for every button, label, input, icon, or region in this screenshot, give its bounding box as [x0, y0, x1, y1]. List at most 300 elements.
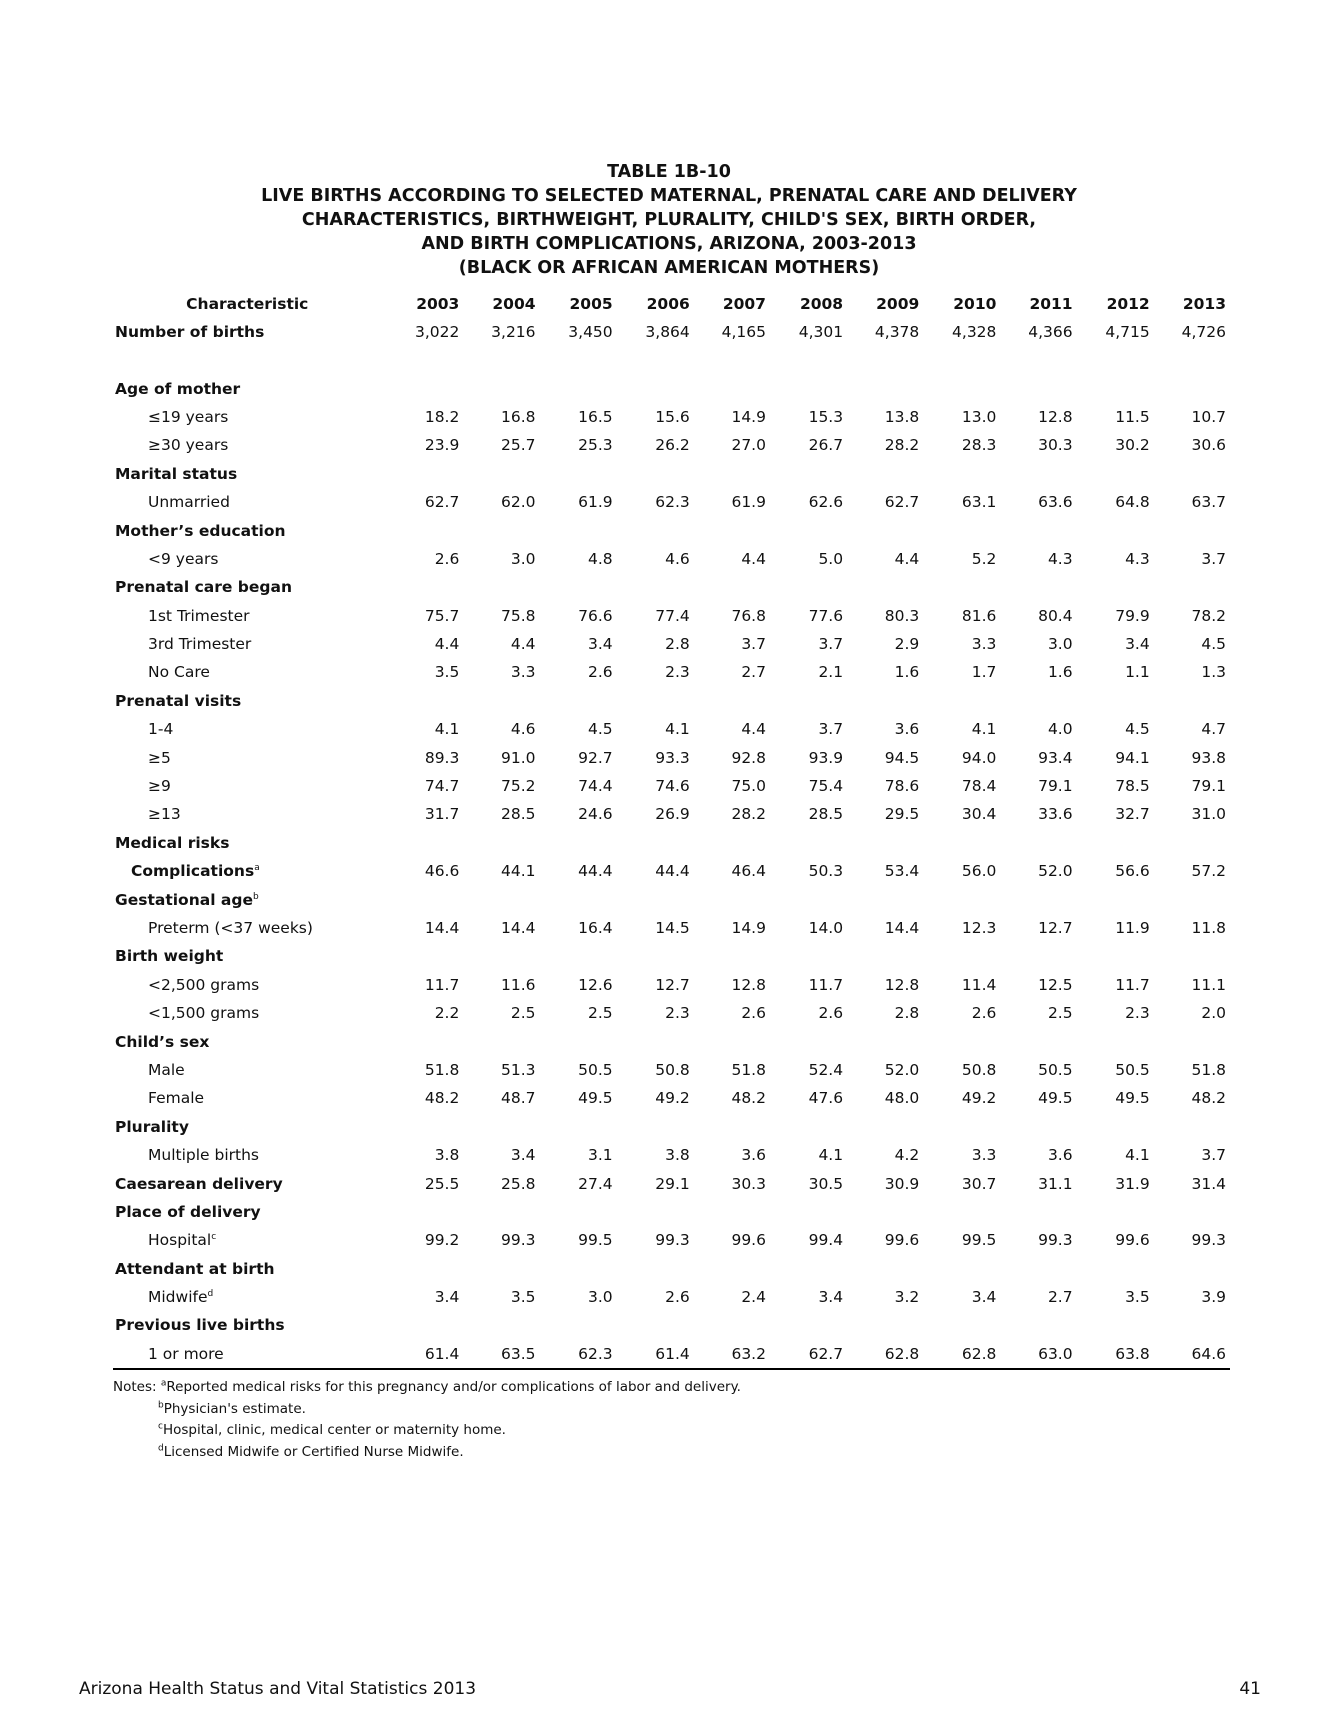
value-cell: 62.8 [923, 1340, 1000, 1369]
value-cell: 2.7 [1047, 1288, 1073, 1307]
value-cell [770, 516, 847, 544]
value-cell: 94.1 [1115, 748, 1150, 767]
value-cell: 3.4 [1125, 635, 1150, 654]
value-cell: 48.0 [884, 1089, 920, 1108]
value-cell [617, 1255, 694, 1283]
row-label [113, 829, 382, 857]
value-cell: 62.0 [501, 493, 536, 512]
value-cell: 14.0 [808, 919, 844, 937]
table-row [113, 885, 1230, 913]
value-cell: 31.1 [1038, 1174, 1073, 1193]
value-cell: 4.7 [1201, 720, 1226, 739]
value-cell [1000, 885, 1076, 913]
value-cell [1077, 829, 1154, 857]
value-cell: 4,301 [798, 323, 844, 342]
value-cell [847, 516, 923, 544]
value-cell: 4.1 [971, 720, 997, 739]
value-cell: 2.5 [510, 1004, 536, 1023]
value-cell: 99.5 [961, 1231, 997, 1250]
row-label [113, 318, 382, 346]
row-label [113, 885, 382, 913]
value-cell: 4.4 [741, 549, 766, 568]
table-row [113, 374, 1230, 402]
value-cell: 50.8 [961, 1060, 997, 1079]
value-cell [382, 1027, 464, 1055]
value-cell: 49.2 [961, 1089, 997, 1108]
value-cell [1000, 1198, 1076, 1226]
value-cell: 30.3 [1038, 436, 1073, 455]
value-cell [923, 460, 1000, 488]
value-cell: 52.4 [808, 1060, 844, 1079]
value-cell: 4.5 [1125, 720, 1150, 739]
value-cell [1077, 1198, 1154, 1226]
value-cell: 4.2 [894, 1146, 920, 1165]
value-cell [382, 942, 464, 970]
value-cell: 4.1 [434, 720, 460, 739]
value-cell: 51.8 [1191, 1060, 1226, 1079]
value-cell: 3.0 [1047, 635, 1073, 654]
value-cell [1000, 942, 1076, 970]
value-cell: 77.4 [655, 606, 690, 625]
value-cell: 51.3 [501, 1060, 536, 1079]
value-cell: 44.4 [578, 862, 613, 881]
value-cell [923, 885, 1000, 913]
value-cell: 28.5 [501, 805, 536, 824]
value-cell [1077, 1311, 1154, 1339]
value-cell [463, 1027, 539, 1055]
value-cell [770, 942, 847, 970]
value-cell: 18.2 [424, 407, 460, 426]
value-cell [1154, 346, 1230, 374]
value-cell: 3.0 [510, 549, 536, 568]
value-cell: 25.7 [501, 436, 536, 455]
value-cell [923, 687, 1000, 715]
value-cell [1000, 1255, 1076, 1283]
value-cell [540, 885, 617, 913]
value-cell: 46.4 [731, 862, 766, 881]
value-cell: 4.1 [818, 1146, 844, 1165]
value-cell: 62.3 [540, 1340, 617, 1369]
value-cell: 44.1 [501, 862, 536, 881]
value-cell [694, 573, 770, 601]
value-cell [847, 374, 923, 402]
value-cell: 4.4 [894, 549, 920, 568]
value-cell [617, 460, 694, 488]
value-cell: 12.8 [884, 975, 920, 994]
value-cell [1077, 573, 1154, 601]
value-cell: 3.5 [434, 663, 460, 682]
value-cell [463, 829, 539, 857]
value-cell: 11.1 [1191, 975, 1226, 994]
value-cell: 25.5 [424, 1174, 460, 1193]
value-cell: 79.1 [1038, 777, 1073, 796]
value-cell: 28.2 [884, 436, 920, 455]
note-line [158, 1420, 741, 1442]
value-cell: 74.4 [578, 777, 613, 796]
value-cell [1077, 374, 1154, 402]
value-cell [463, 1113, 539, 1141]
row-label-text: Unmarried [148, 493, 230, 512]
row-label [113, 857, 382, 885]
value-cell: 25.3 [578, 436, 613, 455]
statistics-table [113, 290, 1230, 1370]
value-cell [540, 374, 617, 402]
value-cell: 28.3 [961, 436, 997, 455]
value-cell: 12.5 [1038, 975, 1073, 994]
note-text: Reported medical risks for this pregnancy and/or complications of labor and delivery. [166, 1379, 741, 1395]
value-cell [1077, 346, 1154, 374]
value-cell: 29.1 [655, 1174, 690, 1193]
value-cell [1000, 573, 1076, 601]
value-cell: 62.3 [655, 493, 690, 512]
value-cell [770, 1255, 847, 1283]
value-cell [1000, 346, 1076, 374]
row-label-text: Female [148, 1089, 205, 1108]
value-cell: 99.4 [808, 1231, 844, 1250]
value-cell [923, 829, 1000, 857]
value-cell: 4,378 [874, 323, 920, 342]
value-cell: 62.8 [847, 1340, 923, 1369]
value-cell [540, 1255, 617, 1283]
value-cell: 3.7 [818, 635, 844, 654]
value-cell [847, 460, 923, 488]
value-cell: 3.4 [588, 635, 613, 654]
value-cell: 2.7 [741, 663, 766, 682]
row-label-text: Multiple births [148, 1146, 259, 1165]
row-label [113, 687, 382, 715]
value-cell: 11.5 [1115, 407, 1150, 426]
row-label [113, 1311, 382, 1339]
value-cell: 4,366 [1028, 323, 1073, 342]
row-label-text: Male [148, 1060, 185, 1079]
table-title-line: AND BIRTH COMPLICATIONS, ARIZONA, 2003-2013 [421, 234, 917, 254]
value-cell [540, 687, 617, 715]
value-cell: 76.8 [731, 606, 766, 625]
row-label [113, 999, 382, 1027]
row-label-text: Caesarean delivery [115, 1174, 283, 1193]
year-header: 2013 [1182, 295, 1226, 313]
row-label [113, 1283, 382, 1311]
value-cell: 24.6 [578, 805, 613, 824]
spacer-row [113, 346, 1230, 374]
row-label-text: Preterm (<37 weeks) [148, 919, 313, 937]
value-cell: 11.7 [424, 975, 460, 994]
table-row [113, 658, 1230, 686]
year-header: 2008 [799, 295, 844, 313]
value-cell [1154, 1311, 1230, 1339]
value-cell [463, 573, 539, 601]
row-label [113, 658, 382, 686]
value-cell [770, 1198, 847, 1226]
value-cell: 3.6 [1047, 1146, 1073, 1165]
value-cell [694, 687, 770, 715]
value-cell: 2.8 [665, 635, 690, 654]
table-row [113, 829, 1230, 857]
value-cell [770, 1027, 847, 1055]
note-text: Licensed Midwife or Certified Nurse Midwife. [163, 1443, 464, 1460]
value-cell [1154, 829, 1230, 857]
row-label-text: Birth weight [115, 947, 224, 966]
value-cell: 4.8 [588, 549, 613, 568]
value-cell [923, 346, 1000, 374]
value-cell: 99.3 [1191, 1231, 1226, 1250]
value-cell [382, 1311, 464, 1339]
value-cell: 30.7 [961, 1174, 997, 1193]
table-row [113, 630, 1230, 658]
value-cell [540, 1113, 617, 1141]
value-cell [1154, 1027, 1230, 1055]
row-label-text: No Care [148, 663, 210, 682]
value-cell: 2.6 [741, 1004, 766, 1023]
value-cell [540, 346, 617, 374]
value-cell: 12.7 [1038, 919, 1073, 937]
row-label-text: Marital status [115, 464, 238, 483]
value-cell: 5.2 [971, 549, 997, 568]
row-label-text: Plurality [115, 1117, 189, 1136]
value-cell: 28.5 [808, 805, 844, 824]
value-cell: 30.4 [961, 805, 997, 824]
value-cell: 4.4 [741, 720, 766, 739]
value-cell: 89.3 [424, 748, 460, 767]
value-cell: 27.0 [731, 436, 766, 455]
value-cell: 3.6 [741, 1146, 766, 1165]
value-cell: 2.6 [588, 663, 613, 682]
value-cell: 3.4 [510, 1146, 536, 1165]
value-cell: 50.8 [655, 1060, 690, 1079]
value-cell: 75.4 [808, 777, 844, 796]
value-cell [1077, 1027, 1154, 1055]
notes-prefix: Notes: [113, 1379, 161, 1395]
value-cell: 13.0 [961, 407, 997, 426]
value-cell [847, 1027, 923, 1055]
table-row [113, 857, 1230, 885]
table-row [113, 1226, 1230, 1254]
row-label [113, 1056, 382, 1084]
value-cell [463, 1311, 539, 1339]
value-cell: 61.9 [578, 493, 613, 512]
table-row [113, 1340, 1230, 1369]
row-label-text: 1-4 [148, 720, 174, 739]
value-cell: 78.5 [1115, 777, 1150, 796]
value-cell: 3.4 [818, 1288, 844, 1307]
row-label-text: 3rd Trimester [148, 635, 252, 654]
value-cell [1077, 1255, 1154, 1283]
value-cell: 4.5 [1201, 635, 1226, 654]
row-label-text: Medical risks [115, 833, 230, 852]
value-cell [463, 687, 539, 715]
value-cell: 3.5 [1125, 1288, 1150, 1307]
value-cell: 93.3 [655, 748, 690, 767]
footnote-marker: c [158, 1421, 163, 1432]
value-cell [923, 573, 1000, 601]
value-cell [382, 346, 464, 374]
value-cell: 14.9 [731, 407, 766, 426]
footnote-marker: b [158, 1400, 164, 1410]
value-cell: 11.9 [1115, 919, 1150, 937]
value-cell: 51.8 [731, 1060, 766, 1079]
value-cell [463, 374, 539, 402]
value-cell: 2.6 [971, 1004, 997, 1023]
table-row [113, 460, 1230, 488]
row-label [113, 942, 382, 970]
value-cell: 1.1 [1125, 663, 1150, 682]
row-label-text: 1 or more [148, 1344, 224, 1363]
row-label [113, 488, 382, 516]
value-cell [1000, 1113, 1076, 1141]
value-cell: 31.0 [1191, 805, 1226, 824]
value-cell: 32.7 [1115, 805, 1150, 824]
value-cell [617, 374, 694, 402]
value-cell [694, 1198, 770, 1226]
value-cell [770, 573, 847, 601]
value-cell: 10.7 [1191, 407, 1226, 426]
row-label [113, 1340, 382, 1369]
row-label-text: Number of births [115, 323, 265, 342]
value-cell: 4.3 [1047, 549, 1073, 568]
value-cell: 62.7 [884, 493, 920, 512]
year-header: 2006 [646, 295, 690, 313]
table-title-line: CHARACTERISTICS, BIRTHWEIGHT, PLURALITY, CHILD'S SEX, BIRTH ORDER, [301, 210, 1037, 230]
value-cell [770, 1311, 847, 1339]
value-cell [1077, 460, 1154, 488]
value-cell [463, 885, 539, 913]
value-cell [1000, 1027, 1076, 1055]
value-cell: 63.7 [1191, 493, 1226, 512]
value-cell: 48.2 [1191, 1089, 1226, 1108]
value-cell: 91.0 [501, 748, 536, 767]
value-cell: 23.9 [424, 436, 460, 455]
value-cell: 4.5 [588, 720, 613, 739]
table-row [113, 318, 1230, 346]
value-cell: 4,165 [721, 323, 766, 342]
value-cell: 46.6 [424, 862, 460, 881]
value-cell: 11.4 [961, 975, 997, 994]
year-header: 2005 [569, 295, 613, 313]
value-cell [770, 1113, 847, 1141]
value-cell [382, 374, 464, 402]
value-cell: 93.4 [1038, 748, 1073, 767]
value-cell: 75.2 [501, 777, 536, 796]
value-cell [770, 687, 847, 715]
value-cell: 12.6 [578, 975, 613, 994]
value-cell [382, 829, 464, 857]
value-cell: 27.4 [578, 1174, 613, 1193]
value-cell: 50.5 [1115, 1060, 1150, 1079]
value-cell: 3,022 [414, 323, 460, 342]
note-line [113, 1377, 741, 1399]
row-label-text: Prenatal care began [115, 578, 292, 597]
row-label [113, 431, 382, 459]
value-cell: 4.0 [1047, 720, 1073, 739]
table-body [113, 318, 1230, 1369]
note-line [158, 1442, 741, 1464]
footnote-marker: a [254, 863, 260, 874]
row-label-text: Mother’s education [115, 521, 286, 540]
value-cell: 99.5 [578, 1231, 613, 1250]
value-cell: 63.8 [1077, 1340, 1154, 1369]
value-cell: 2.9 [894, 635, 920, 654]
value-cell [540, 829, 617, 857]
value-cell [847, 829, 923, 857]
value-cell [1154, 687, 1230, 715]
row-label [113, 346, 382, 374]
value-cell: 15.3 [808, 407, 844, 426]
value-cell [617, 573, 694, 601]
value-cell: 30.3 [731, 1174, 766, 1193]
value-cell: 92.7 [578, 748, 613, 767]
table-title-line: LIVE BIRTHS ACCORDING TO SELECTED MATERNAL, PRENATAL CARE AND DELIVERY [261, 186, 1077, 206]
value-cell: 4.4 [434, 635, 460, 654]
table-number: TABLE 1B-10 [607, 162, 731, 182]
value-cell: 3.4 [971, 1288, 997, 1307]
value-cell: 62.6 [808, 493, 844, 512]
table-row [113, 488, 1230, 516]
value-cell: 2.3 [665, 663, 690, 682]
value-cell: 52.0 [1038, 862, 1073, 881]
value-cell: 4,726 [1181, 323, 1226, 342]
row-label [113, 1198, 382, 1226]
value-cell: 56.0 [961, 862, 997, 881]
value-cell [923, 1198, 1000, 1226]
notes [113, 1377, 741, 1463]
value-cell [1000, 829, 1076, 857]
value-cell [923, 1027, 1000, 1055]
value-cell [847, 573, 923, 601]
table-row [113, 1311, 1230, 1339]
row-label-text: Complications [131, 862, 255, 881]
row-label-text: Attendant at birth [115, 1259, 275, 1278]
value-cell [1154, 573, 1230, 601]
value-cell [1154, 1198, 1230, 1226]
value-cell: 52.0 [884, 1060, 920, 1079]
value-cell [382, 885, 464, 913]
value-cell: 76.6 [578, 606, 613, 625]
value-cell: 64.6 [1154, 1340, 1230, 1369]
characteristic-header: Characteristic [186, 295, 309, 313]
value-cell [617, 829, 694, 857]
value-cell: 61.9 [731, 493, 766, 512]
value-cell: 14.4 [424, 919, 460, 937]
value-cell: 3.8 [665, 1146, 690, 1165]
value-cell [382, 1198, 464, 1226]
table-row [113, 914, 1230, 942]
table-row [113, 602, 1230, 630]
value-cell: 2.6 [818, 1004, 844, 1023]
row-label [113, 1255, 382, 1283]
value-cell: 64.8 [1115, 493, 1150, 512]
value-cell: 14.4 [501, 919, 536, 937]
value-cell [694, 1255, 770, 1283]
value-cell [847, 885, 923, 913]
value-cell [463, 346, 539, 374]
table-row [113, 772, 1230, 800]
row-label-text: ≤19 years [148, 407, 229, 426]
value-cell: 81.6 [961, 606, 997, 625]
value-cell [694, 374, 770, 402]
value-cell [847, 1255, 923, 1283]
value-cell: 11.7 [1115, 975, 1150, 994]
value-cell: 48.2 [424, 1089, 460, 1108]
value-cell [540, 1311, 617, 1339]
year-header: 2007 [722, 295, 766, 313]
value-cell: 79.9 [1115, 606, 1150, 625]
row-label-text: Hospital [148, 1231, 212, 1250]
row-label [113, 1226, 382, 1254]
value-cell [540, 1027, 617, 1055]
value-cell [540, 942, 617, 970]
value-cell: 3.3 [510, 663, 536, 682]
value-cell [847, 942, 923, 970]
